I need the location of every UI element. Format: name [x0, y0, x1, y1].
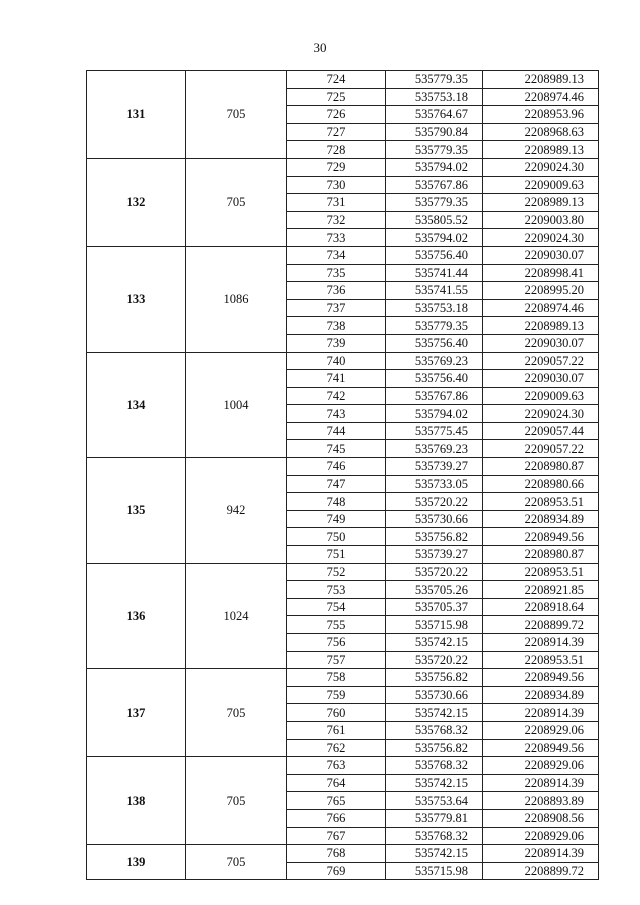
- y-coordinate-cell: 2208998.41: [483, 264, 599, 282]
- point-number-cell: 740: [287, 352, 386, 370]
- table-row: [87, 158, 599, 176]
- x-coordinate-cell: 535767.86: [386, 176, 483, 194]
- y-coordinate-cell: 2209057.44: [483, 422, 599, 440]
- y-coordinate-cell: 2209009.63: [483, 387, 599, 405]
- x-coordinate-cell: 535720.22: [386, 493, 483, 511]
- point-number-cell: 769: [287, 862, 386, 880]
- area-cell: 705: [186, 158, 287, 246]
- y-coordinate-cell: 2209057.22: [483, 440, 599, 458]
- table-row: [87, 563, 599, 581]
- area-cell: 705: [186, 757, 287, 845]
- point-number-cell: 749: [287, 510, 386, 528]
- y-coordinate-cell: 2209003.80: [483, 211, 599, 229]
- x-coordinate-cell: 535768.32: [386, 721, 483, 739]
- point-number-cell: 746: [287, 458, 386, 476]
- plot-number-cell: 133: [87, 246, 186, 352]
- table-row: [87, 458, 599, 476]
- x-coordinate-cell: 535756.40: [386, 370, 483, 388]
- point-number-cell: 747: [287, 475, 386, 493]
- x-coordinate-cell: 535720.22: [386, 651, 483, 669]
- plot-number-cell: 131: [87, 71, 186, 159]
- point-number-cell: 741: [287, 370, 386, 388]
- y-coordinate-cell: 2208980.66: [483, 475, 599, 493]
- point-number-cell: 750: [287, 528, 386, 546]
- point-number-cell: 729: [287, 158, 386, 176]
- x-coordinate-cell: 535720.22: [386, 563, 483, 581]
- y-coordinate-cell: 2209024.30: [483, 158, 599, 176]
- area-cell: 1024: [186, 563, 287, 669]
- coordinates-table-body: [87, 71, 599, 880]
- y-coordinate-cell: 2208921.85: [483, 581, 599, 599]
- y-coordinate-cell: 2208949.56: [483, 669, 599, 687]
- x-coordinate-cell: 535730.66: [386, 510, 483, 528]
- point-number-cell: 755: [287, 616, 386, 634]
- area-cell: 705: [186, 669, 287, 757]
- point-number-cell: 761: [287, 721, 386, 739]
- point-number-cell: 748: [287, 493, 386, 511]
- plot-number-cell: 136: [87, 563, 186, 669]
- x-coordinate-cell: 535715.98: [386, 616, 483, 634]
- area-cell: 705: [186, 845, 287, 880]
- point-number-cell: 767: [287, 827, 386, 845]
- coordinates-table: [86, 70, 599, 880]
- y-coordinate-cell: 2208929.06: [483, 721, 599, 739]
- x-coordinate-cell: 535794.02: [386, 229, 483, 247]
- y-coordinate-cell: 2209030.07: [483, 334, 599, 352]
- y-coordinate-cell: 2208949.56: [483, 528, 599, 546]
- y-coordinate-cell: 2209057.22: [483, 352, 599, 370]
- x-coordinate-cell: 535715.98: [386, 862, 483, 880]
- point-number-cell: 768: [287, 845, 386, 863]
- x-coordinate-cell: 535764.67: [386, 106, 483, 124]
- x-coordinate-cell: 535794.02: [386, 405, 483, 423]
- point-number-cell: 734: [287, 246, 386, 264]
- x-coordinate-cell: 535742.15: [386, 845, 483, 863]
- y-coordinate-cell: 2208974.46: [483, 88, 599, 106]
- y-coordinate-cell: 2208934.89: [483, 510, 599, 528]
- y-coordinate-cell: 2208914.39: [483, 845, 599, 863]
- y-coordinate-cell: 2208914.39: [483, 704, 599, 722]
- x-coordinate-cell: 535767.86: [386, 387, 483, 405]
- y-coordinate-cell: 2208953.51: [483, 651, 599, 669]
- point-number-cell: 757: [287, 651, 386, 669]
- x-coordinate-cell: 535775.45: [386, 422, 483, 440]
- point-number-cell: 738: [287, 317, 386, 335]
- y-coordinate-cell: 2208980.87: [483, 458, 599, 476]
- x-coordinate-cell: 535769.23: [386, 440, 483, 458]
- y-coordinate-cell: 2208968.63: [483, 123, 599, 141]
- plot-number-cell: 137: [87, 669, 186, 757]
- point-number-cell: 742: [287, 387, 386, 405]
- x-coordinate-cell: 535742.15: [386, 774, 483, 792]
- point-number-cell: 736: [287, 282, 386, 300]
- point-number-cell: 756: [287, 634, 386, 652]
- point-number-cell: 765: [287, 792, 386, 810]
- point-number-cell: 731: [287, 194, 386, 212]
- area-cell: 942: [186, 458, 287, 564]
- y-coordinate-cell: 2208934.89: [483, 686, 599, 704]
- point-number-cell: 760: [287, 704, 386, 722]
- point-number-cell: 733: [287, 229, 386, 247]
- y-coordinate-cell: 2208989.13: [483, 194, 599, 212]
- point-number-cell: 726: [287, 106, 386, 124]
- point-number-cell: 763: [287, 757, 386, 775]
- y-coordinate-cell: 2208899.72: [483, 616, 599, 634]
- point-number-cell: 758: [287, 669, 386, 687]
- x-coordinate-cell: 535756.82: [386, 669, 483, 687]
- point-number-cell: 766: [287, 809, 386, 827]
- x-coordinate-cell: 535753.18: [386, 299, 483, 317]
- table-row: [87, 757, 599, 775]
- plot-number-cell: 134: [87, 352, 186, 458]
- table-row: [87, 669, 599, 687]
- y-coordinate-cell: 2208908.56: [483, 809, 599, 827]
- point-number-cell: 759: [287, 686, 386, 704]
- y-coordinate-cell: 2209030.07: [483, 370, 599, 388]
- table-row: [87, 71, 599, 89]
- y-coordinate-cell: 2209009.63: [483, 176, 599, 194]
- x-coordinate-cell: 535756.40: [386, 334, 483, 352]
- x-coordinate-cell: 535805.52: [386, 211, 483, 229]
- y-coordinate-cell: 2208949.56: [483, 739, 599, 757]
- y-coordinate-cell: 2208929.06: [483, 757, 599, 775]
- point-number-cell: 732: [287, 211, 386, 229]
- x-coordinate-cell: 535756.82: [386, 739, 483, 757]
- y-coordinate-cell: 2209024.30: [483, 405, 599, 423]
- point-number-cell: 762: [287, 739, 386, 757]
- x-coordinate-cell: 535779.35: [386, 317, 483, 335]
- x-coordinate-cell: 535756.40: [386, 246, 483, 264]
- x-coordinate-cell: 535779.81: [386, 809, 483, 827]
- y-coordinate-cell: 2208974.46: [483, 299, 599, 317]
- x-coordinate-cell: 535790.84: [386, 123, 483, 141]
- x-coordinate-cell: 535768.32: [386, 827, 483, 845]
- x-coordinate-cell: 535779.35: [386, 194, 483, 212]
- point-number-cell: 735: [287, 264, 386, 282]
- x-coordinate-cell: 535739.27: [386, 546, 483, 564]
- x-coordinate-cell: 535794.02: [386, 158, 483, 176]
- area-cell: 1004: [186, 352, 287, 458]
- y-coordinate-cell: 2208914.39: [483, 634, 599, 652]
- y-coordinate-cell: 2208989.13: [483, 141, 599, 159]
- point-number-cell: 737: [287, 299, 386, 317]
- x-coordinate-cell: 535705.26: [386, 581, 483, 599]
- x-coordinate-cell: 535741.55: [386, 282, 483, 300]
- x-coordinate-cell: 535753.18: [386, 88, 483, 106]
- point-number-cell: 745: [287, 440, 386, 458]
- x-coordinate-cell: 535741.44: [386, 264, 483, 282]
- area-cell: 1086: [186, 246, 287, 352]
- plot-number-cell: 135: [87, 458, 186, 564]
- y-coordinate-cell: 2208914.39: [483, 774, 599, 792]
- plot-number-cell: 138: [87, 757, 186, 845]
- y-coordinate-cell: 2208929.06: [483, 827, 599, 845]
- point-number-cell: 730: [287, 176, 386, 194]
- y-coordinate-cell: 2209024.30: [483, 229, 599, 247]
- table-row: [87, 352, 599, 370]
- y-coordinate-cell: 2208953.51: [483, 563, 599, 581]
- table-row: [87, 246, 599, 264]
- point-number-cell: 753: [287, 581, 386, 599]
- x-coordinate-cell: 535733.05: [386, 475, 483, 493]
- y-coordinate-cell: 2208989.13: [483, 317, 599, 335]
- area-cell: 705: [186, 71, 287, 159]
- point-number-cell: 744: [287, 422, 386, 440]
- y-coordinate-cell: 2208893.89: [483, 792, 599, 810]
- x-coordinate-cell: 535768.32: [386, 757, 483, 775]
- point-number-cell: 724: [287, 71, 386, 89]
- y-coordinate-cell: 2208899.72: [483, 862, 599, 880]
- x-coordinate-cell: 535739.27: [386, 458, 483, 476]
- y-coordinate-cell: 2208953.51: [483, 493, 599, 511]
- x-coordinate-cell: 535730.66: [386, 686, 483, 704]
- plot-number-cell: 132: [87, 158, 186, 246]
- x-coordinate-cell: 535742.15: [386, 634, 483, 652]
- x-coordinate-cell: 535779.35: [386, 141, 483, 159]
- x-coordinate-cell: 535705.37: [386, 598, 483, 616]
- point-number-cell: 728: [287, 141, 386, 159]
- point-number-cell: 725: [287, 88, 386, 106]
- y-coordinate-cell: 2208995.20: [483, 282, 599, 300]
- x-coordinate-cell: 535779.35: [386, 71, 483, 89]
- x-coordinate-cell: 535756.82: [386, 528, 483, 546]
- y-coordinate-cell: 2209030.07: [483, 246, 599, 264]
- point-number-cell: 754: [287, 598, 386, 616]
- y-coordinate-cell: 2208980.87: [483, 546, 599, 564]
- x-coordinate-cell: 535753.64: [386, 792, 483, 810]
- point-number-cell: 739: [287, 334, 386, 352]
- point-number-cell: 751: [287, 546, 386, 564]
- table-row: [87, 845, 599, 863]
- x-coordinate-cell: 535769.23: [386, 352, 483, 370]
- y-coordinate-cell: 2208918.64: [483, 598, 599, 616]
- point-number-cell: 752: [287, 563, 386, 581]
- y-coordinate-cell: 2208989.13: [483, 71, 599, 89]
- y-coordinate-cell: 2208953.96: [483, 106, 599, 124]
- point-number-cell: 727: [287, 123, 386, 141]
- plot-number-cell: 139: [87, 845, 186, 880]
- page-number: 30: [313, 40, 327, 55]
- point-number-cell: 743: [287, 405, 386, 423]
- point-number-cell: 764: [287, 774, 386, 792]
- x-coordinate-cell: 535742.15: [386, 704, 483, 722]
